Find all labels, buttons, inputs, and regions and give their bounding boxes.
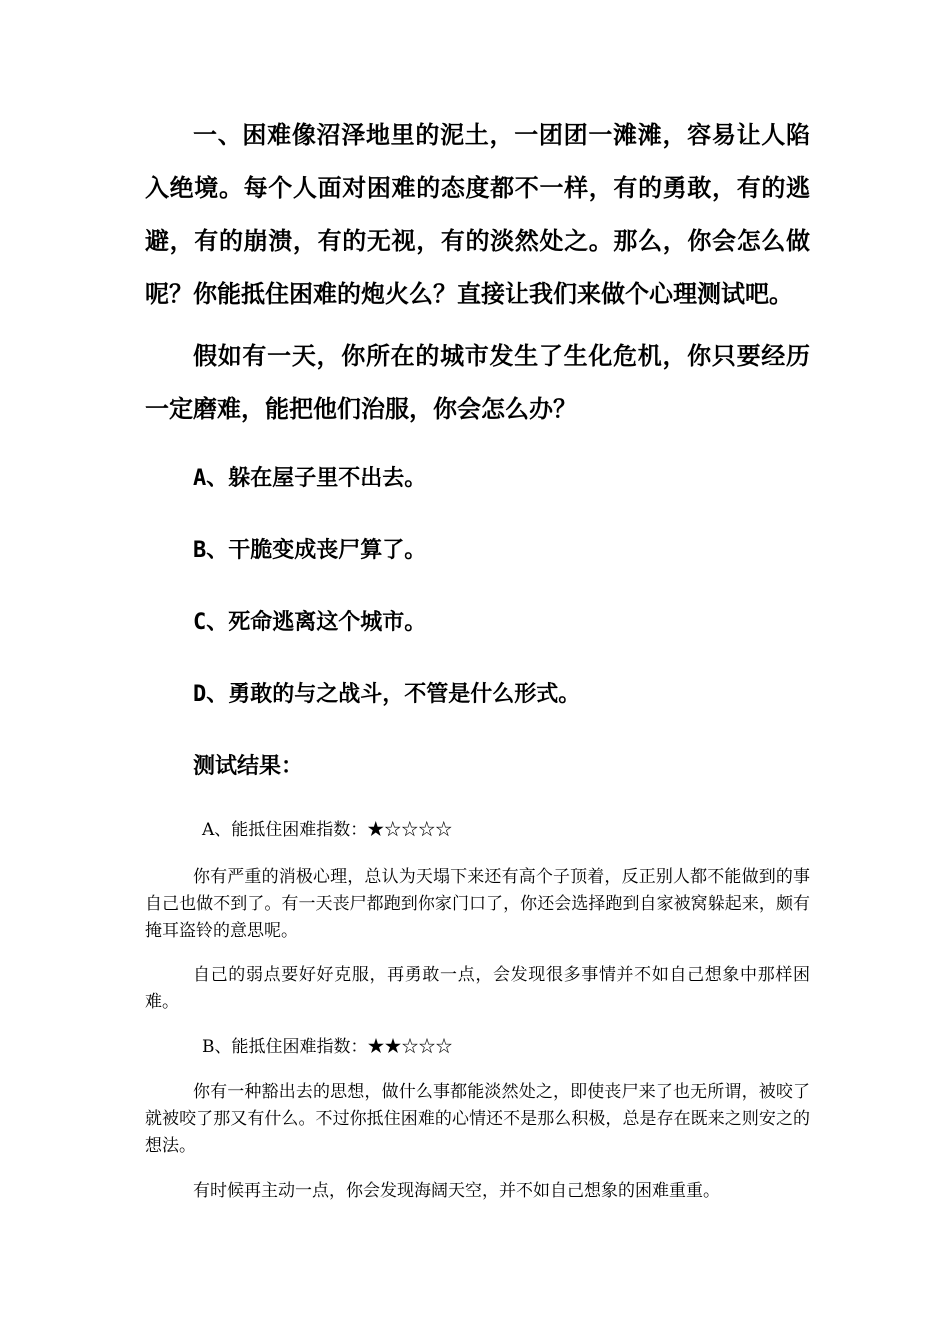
option-c: C、死命逃离这个城市。 <box>193 610 427 635</box>
intro-paragraph: 一、困难像沼泽地里的泥土，一团团一滩滩，容易让人陷入绝境。每个人面对困难的态度都不一样，有的勇敢，有的逃避，有的崩溃，有的无视，有的淡然处之。那么，你会怎么做呢？你能抵住困难的炮火么？直接让我们来做个心理测试吧。 <box>145 121 810 308</box>
option-a: A、躲在屋子里不出去。 <box>193 466 427 491</box>
result-a-paragraph-2: 自己的弱点要好好克服，再勇敢一点，会发现很多事情并不如自己想象中那样困难。 <box>145 965 810 1012</box>
results-heading: 测试结果： <box>193 754 304 779</box>
result-b-paragraph-2: 有时候再主动一点，你会发现海阔天空，并不如自己想象的困难重重。 <box>193 1181 720 1201</box>
result-a-rating: A、能抵住困难指数：★☆☆☆☆ <box>202 820 453 840</box>
question-paragraph: 假如有一天，你所在的城市发生了生化危机，你只要经历一定磨难，能把他们治服，你会怎么办？ <box>145 342 810 423</box>
result-b-paragraph-1: 你有一种豁出去的思想，做什么事都能淡然处之，即使丧尸来了也无所谓，被咬了就被咬了那又有什么。不过你抵住困难的心情还不是那么积极，总是存在既来之则安之的想法。 <box>145 1082 810 1156</box>
result-a-paragraph-1: 你有严重的消极心理，总认为天塌下来还有高个子顶着，反正别人都不能做到的事自己也做不到了。有一天丧尸都跑到你家门口了，你还会选择跑到自家被窝躲起来，颇有掩耳盗铃的意思呢。 <box>145 867 810 941</box>
option-b: B、干脆变成丧尸算了。 <box>193 538 427 563</box>
option-d: D、勇敢的与之战斗，不管是什么形式。 <box>193 682 581 707</box>
result-b-rating: B、能抵住困难指数：★★☆☆☆ <box>202 1037 453 1057</box>
